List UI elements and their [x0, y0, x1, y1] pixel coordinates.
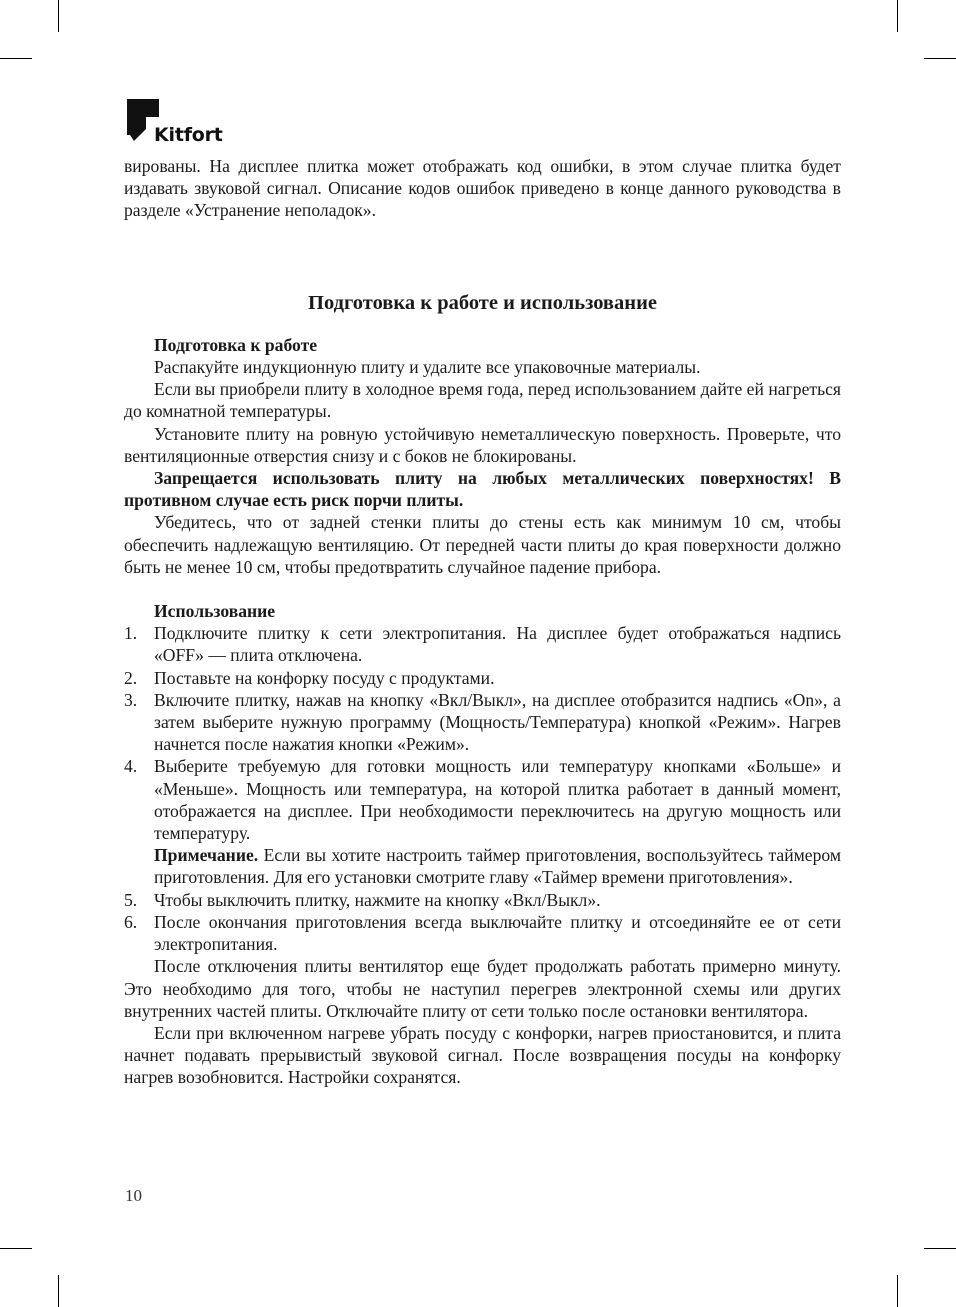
list-item: 6. После окончания приготовления всегда выключайте плитку и отсоединяйте ее от сети электропитания. — [124, 911, 841, 955]
page-content — [124, 155, 841, 1089]
preparation-paragraph-1: Распакуйте индукционную плиту и удалите все упаковочные материалы. — [154, 357, 701, 378]
crop-mark-bottom-right — [897, 1275, 898, 1307]
usage-steps — [124, 622, 841, 844]
note-label: Примечание. — [154, 845, 259, 866]
crop-mark-bottom-left — [58, 1275, 59, 1307]
preparation-paragraph-2: Если вы приобрели плиту в холодное время года, перед использованием дайте ей нагреться до комнатной температуры. — [124, 379, 841, 422]
list-item: 5. Чтобы выключить плитку, нажмите на кнопку «Вкл/Выкл». — [124, 889, 601, 910]
usage-note — [124, 844, 841, 888]
crop-mark-top-left — [58, 0, 59, 32]
brand-logo — [127, 99, 267, 147]
crop-mark-top-right — [897, 0, 898, 32]
crop-mark-bottom-right-h — [924, 1248, 956, 1249]
page-number: 10 — [125, 1186, 142, 1205]
usage-steps-continued — [124, 889, 841, 956]
intro-paragraph: вированы. На дисплее плитка может отображать код ошибки, в этом случае плитка будет издавать звуковой сигнал. Описание кодов ошибок приведено в конце данного руководства в разделе «Устранение неполадок». — [124, 156, 841, 221]
preparation-paragraph-4: Убедитесь, что от задней стенки плиты до стены есть как минимум 10 см, чтобы обеспечить надлежащую вентиляцию. От передней части плиты до края поверхности должно быть не менее 10 см, чтобы предотвратить случайное падение прибора. — [124, 512, 841, 577]
preparation-paragraph-3: Установите плиту на ровную устойчивую неметаллическую поверхность. Проверьте, что вентиляционные отверстия снизу и с боков не блокированы. — [124, 423, 841, 466]
crop-mark-top-right-h — [924, 58, 956, 59]
usage-heading: Использование — [154, 601, 276, 622]
crop-mark-bottom-left-h — [0, 1248, 32, 1249]
note-text: Если вы хотите настроить таймер приготовления, воспользуйтесь таймером приготовления. Для его установки смотрите главу «Таймер времени приготовления». — [154, 845, 841, 888]
list-item: 3. Включите плитку, нажав на кнопку «Вкл/Выкл», на дисплее отобразится надпись «On», а затем выберите нужную программу (Мощность/Температура) кнопкой «Режим». Нагрев начнется после нажатия кнопки «Режим». — [124, 689, 841, 755]
section-title: Подготовка к работе и использование — [308, 291, 657, 314]
list-item: 1. Подключите плитку к сети электропитания. На дисплее будет отображаться надпись «OFF» — плита отключена. — [124, 623, 841, 666]
list-item: 4. Выберите требуемую для готовки мощность или температуру кнопками «Больше» и «Меньше». Мощность или температура, на которой плитка работает в данный момент, отображается на дисплее. При необходимости переключитесь на другую мощность или температуру. — [124, 756, 841, 844]
pan-removal-paragraph: Если при включенном нагреве убрать посуду с конфорки, нагрев приостановится, и плита начнет подавать прерывистый звуковой сигнал. После возвращения посуды на конфорку нагрев возобновится. Настройки сохранятся. — [124, 1022, 841, 1088]
brand-name: Kitfort — [154, 124, 223, 146]
fan-paragraph: После отключения плиты вентилятор еще будет продолжать работать примерно минуту. Это необходимо для того, чтобы не наступил перегрев электронной схемы или других внутренних частей плиты. Отключайте плиту от сети только после остановки вентилятора. — [124, 956, 841, 1021]
crop-mark-top-left-h — [0, 58, 32, 59]
list-item: 2. Поставьте на конфорку посуду с продуктами. — [124, 667, 495, 688]
preparation-heading: Подготовка к работе — [154, 334, 318, 355]
preparation-warning: Запрещается использовать плиту на любых металлических поверхностях! В противном случае есть риск порчи плиты. — [124, 468, 841, 511]
